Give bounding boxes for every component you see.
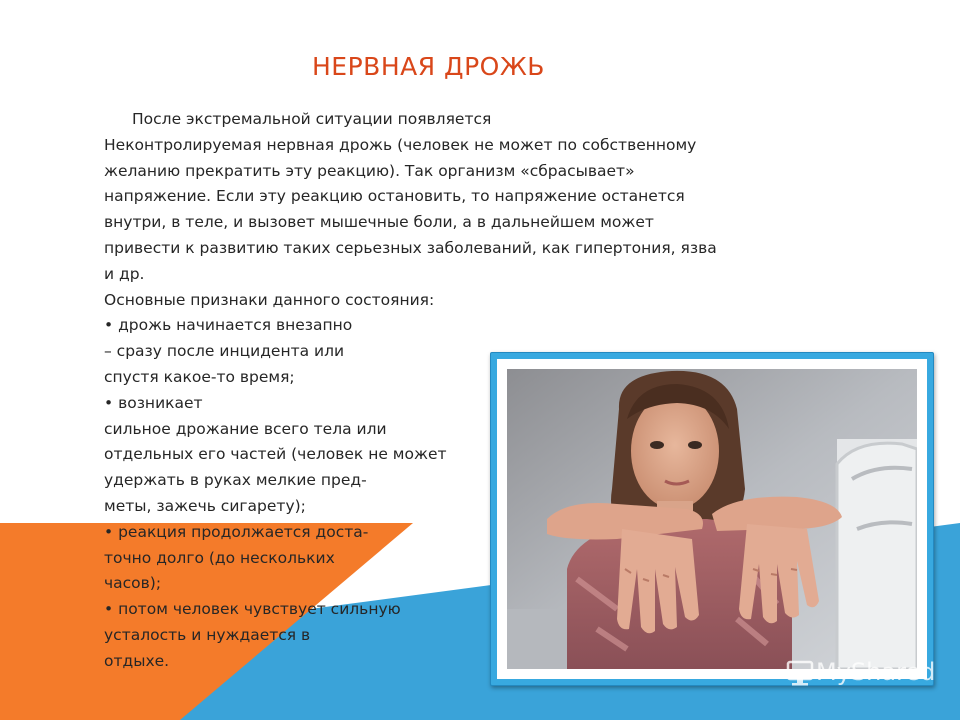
slide-title: НЕРВНАЯ ДРОЖЬ — [312, 52, 545, 81]
bullet-line: • дрожь начинается внезапно — [104, 316, 353, 335]
body-line: – сразу после инцидента или — [104, 342, 345, 361]
body-line: точно долго (до нескольких — [104, 548, 335, 567]
body-line: желанию прекратить эту реакцию). Так организм «сбрасывает» — [104, 161, 635, 180]
slide-body-text — [104, 107, 804, 675]
body-line: После экстремальной ситуации появляется — [132, 110, 492, 128]
body-line: и др. — [104, 264, 145, 283]
body-line: отдыхе. — [104, 651, 170, 670]
body-line: Основные признаки данного состояния: — [104, 290, 435, 309]
body-line: привести к развитию таких серьезных заболеваний, как гипертония, язва — [104, 238, 717, 257]
bullet-line: • возникает — [104, 393, 203, 412]
body-line: Неконтролируемая нервная дрожь (человек не может по собственному — [104, 135, 697, 154]
watermark — [786, 658, 936, 690]
body-line: спустя какое-то время; — [104, 367, 295, 386]
body-line: удержать в руках мелкие пред- — [104, 471, 367, 490]
body-line: напряжение. Если эту реакцию остановить, то напряжение останется — [104, 187, 685, 206]
body-line: усталость и нуждается в — [104, 625, 311, 644]
watermark-text: MyShared — [816, 658, 936, 686]
body-line: отдельных его частей (человек не может — [104, 445, 447, 464]
body-line: сильное дрожание всего тела или — [104, 419, 387, 438]
body-line: внутри, в теле, и вызовет мышечные боли, а в дальнейшем может — [104, 213, 654, 232]
monitor-icon — [786, 658, 814, 688]
body-line: часов); — [104, 574, 162, 593]
body-line: меты, зажечь сигарету); — [104, 496, 306, 515]
bullet-line: • реакция продолжается доста- — [104, 522, 369, 541]
bullet-line: • потом человек чувствует сильную — [104, 600, 401, 619]
